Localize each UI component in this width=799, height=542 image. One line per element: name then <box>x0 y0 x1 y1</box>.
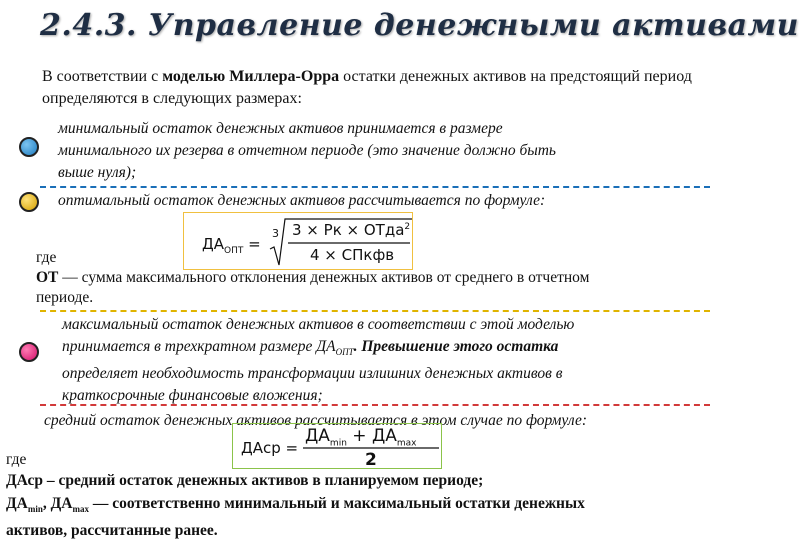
formula-average-numerator: $ДА_{min} + ДА_{max}$ <box>305 426 417 449</box>
formula-optimal-numerator: 3 × Рк × ОТда$^2$ <box>292 221 411 239</box>
bullet-blue-icon <box>19 137 39 157</box>
formula-average-denominator: 2 <box>365 450 377 470</box>
intro-model: моделью Миллера-Орра <box>162 68 340 85</box>
where-label-1: где <box>36 249 57 266</box>
item-max-line2: принимается в трехкратном размере $ДА_{ОПТ}$. Превышение этого остатка <box>62 338 559 358</box>
item-min-line1: минимальный остаток денежных активов принимается в размере <box>58 120 503 137</box>
item-max-line4: краткосрочные финансовые вложения; <box>62 387 323 405</box>
list-item-minimum <box>58 118 708 184</box>
definition-average: ДАср – средний остаток денежных активов в планируемом периоде; <box>6 472 484 489</box>
formula-optimal-lhs: $ДА_{ОПТ}$ = <box>202 235 261 256</box>
formula-average <box>232 423 442 469</box>
formula-optimal-denominator: 4 × СПкфв <box>310 246 395 264</box>
where-label-2: где <box>6 451 27 468</box>
formula-optimal-root-index: 3 <box>272 227 279 240</box>
item-max-line3: определяет необходимость трансформации излишних денежных активов в <box>62 365 563 383</box>
divider-dashed <box>40 310 710 312</box>
list-item-maximum <box>62 314 712 407</box>
item-max-line1: максимальный остаток денежных активов в соответствии с этой моделью <box>62 316 575 333</box>
definition-min-max: $ДА_{min}$, $ДА_{max}$ — соответственно минимальный и максимальный остатки денежных активов, рассчитанные ранее. <box>6 493 706 542</box>
ot-definition <box>36 268 706 308</box>
definition-min-max-line2: активов, рассчитанные ранее. <box>6 522 218 540</box>
list-item-optimal: оптимальный остаток денежных активов рассчитывается по формуле: <box>58 192 546 209</box>
divider-dashed <box>40 186 710 188</box>
page-title: 2.4.3. Управление денежными активами <box>40 8 799 43</box>
item-min-line2: минимального их резерва в отчетном периоде (это значение должно быть <box>58 142 556 159</box>
formula-optimal <box>183 212 413 270</box>
ot-text2: периоде. <box>36 289 94 306</box>
divider-dashed <box>40 404 710 406</box>
ot-text: — сумма максимального отклонения денежных активов от среднего в отчетном <box>58 269 590 286</box>
list-item-average: средний остаток денежных активов рассчитывается в этом случае по формуле: <box>44 412 588 429</box>
intro-text <box>42 66 692 110</box>
ot-term: ОТ <box>36 269 59 286</box>
bullet-pink-icon <box>19 342 39 362</box>
intro-suffix: остатки денежных активов на предстоящий период определяются в следующих размерах: <box>42 68 692 107</box>
bullet-yellow-icon <box>19 192 39 212</box>
formula-average-lhs: ДАср = <box>241 439 299 457</box>
intro-prefix: В соответствии с <box>42 68 163 85</box>
item-min-line3: выше нуля); <box>58 164 137 181</box>
